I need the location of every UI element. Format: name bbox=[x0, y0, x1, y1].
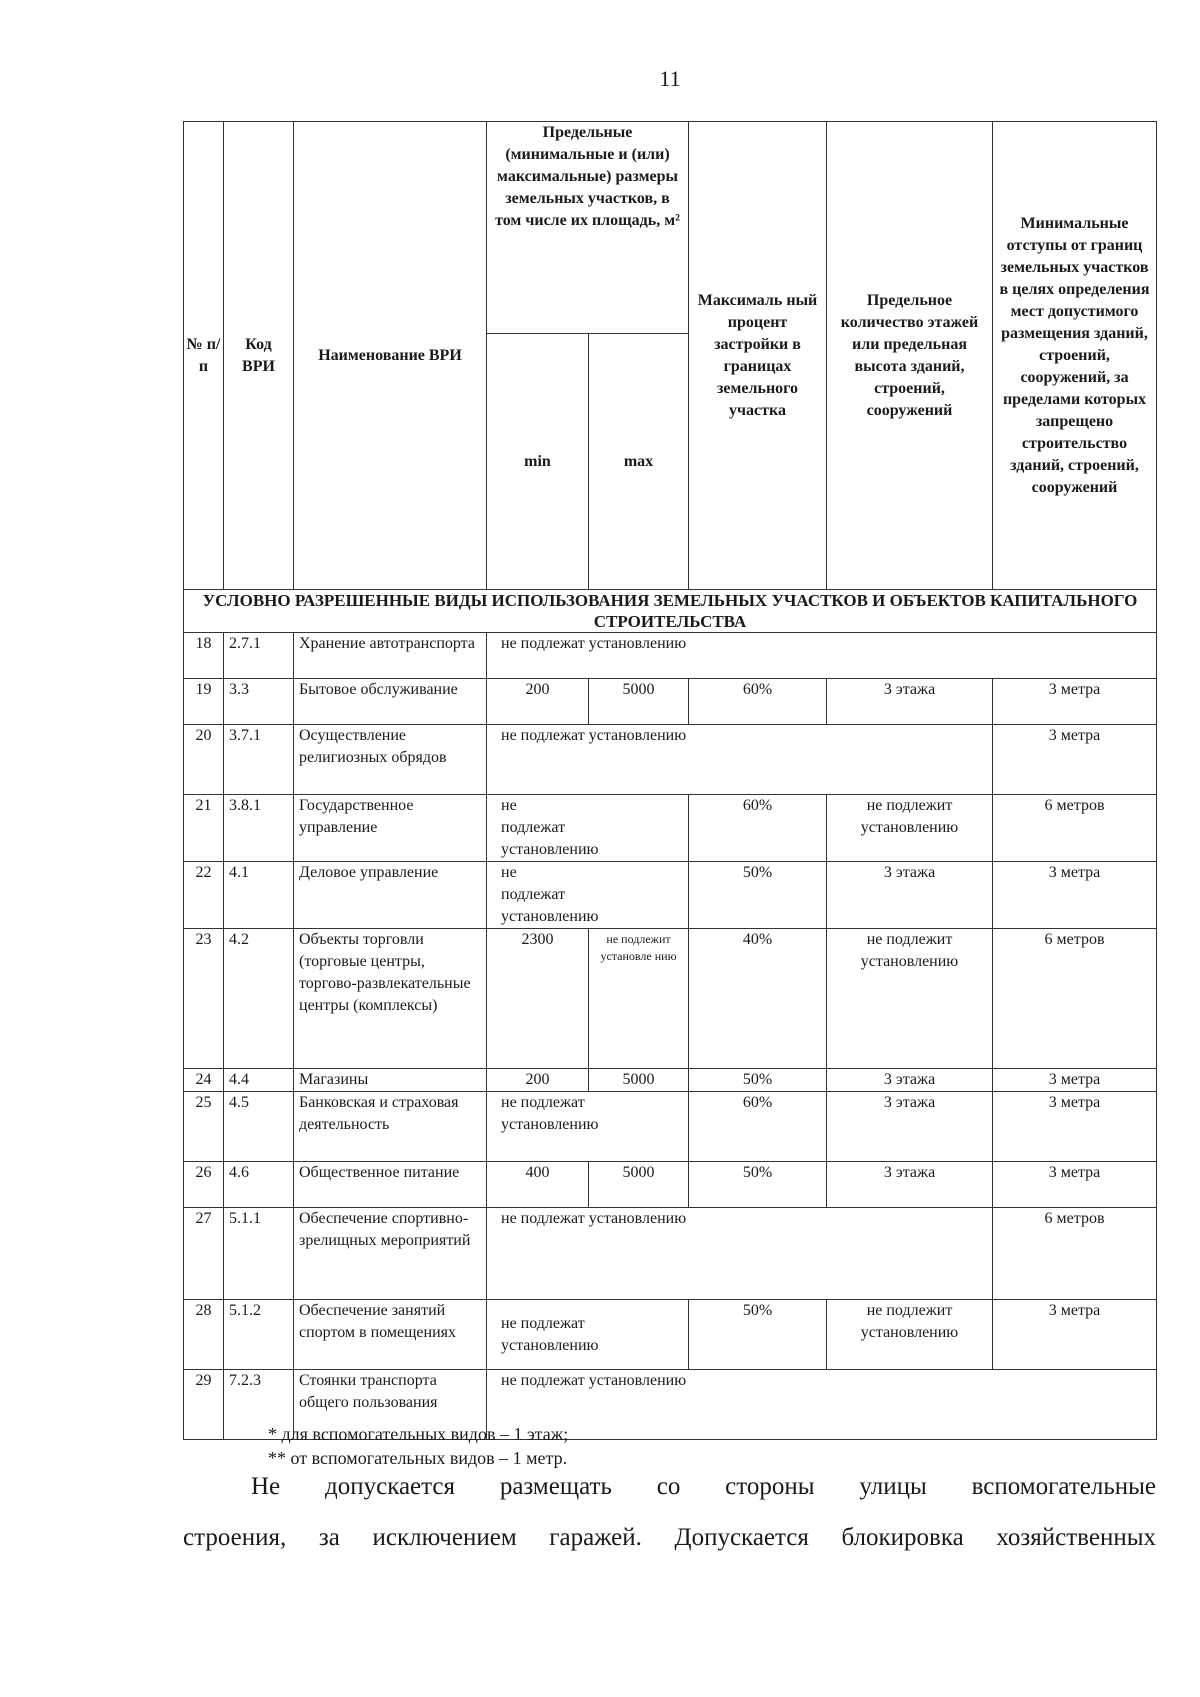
row-code: 7.2.3 bbox=[224, 1370, 294, 1440]
row-size-value: не подлежат установлению bbox=[487, 1092, 689, 1162]
table-row bbox=[184, 679, 1157, 725]
row-code: 5.1.2 bbox=[224, 1300, 294, 1370]
row-code: 2.7.1 bbox=[224, 633, 294, 679]
row-min: 200 bbox=[487, 1069, 589, 1092]
row-size-value: не подлежат установлению bbox=[487, 862, 689, 929]
row-setback: 3 метра bbox=[993, 725, 1157, 795]
row-name: Хранение автотранспорта bbox=[294, 633, 487, 679]
row-floors: не подлежит установлению bbox=[827, 1300, 993, 1370]
row-span-value: не подлежат установлению bbox=[487, 633, 1157, 679]
row-min: 400 bbox=[487, 1162, 589, 1208]
row-min: 200 bbox=[487, 679, 589, 725]
footnotes bbox=[268, 1422, 568, 1470]
row-span-value: не подлежат установлению bbox=[487, 725, 993, 795]
row-code: 4.6 bbox=[224, 1162, 294, 1208]
row-name: Общественное питание bbox=[294, 1162, 487, 1208]
table-row bbox=[184, 862, 1157, 929]
row-percent: 50% bbox=[689, 862, 827, 929]
row-percent: 40% bbox=[689, 929, 827, 1069]
row-code: 4.5 bbox=[224, 1092, 294, 1162]
row-setback: 3 метра bbox=[993, 1162, 1157, 1208]
row-floors: не подлежит установлению bbox=[827, 795, 993, 862]
row-floors: 3 этажа bbox=[827, 1092, 993, 1162]
header-setback: Минимальные отступы от границ земельных участков в целях определения мест допустимого размещения зданий, строений, сооружений, за пределами которых запрещено строительство зданий, строений, сооружений bbox=[993, 122, 1157, 590]
row-max: не подлежит установле нию bbox=[589, 929, 689, 1069]
header-num: № п/ п bbox=[184, 122, 224, 590]
table-row bbox=[184, 1162, 1157, 1208]
table-row bbox=[184, 795, 1157, 862]
row-name: Объекты торговли (торговые центры, торгово-развлекательные центры (комплексы) bbox=[294, 929, 487, 1069]
row-max: 5000 bbox=[589, 1069, 689, 1092]
row-setback: 3 метра bbox=[993, 1300, 1157, 1370]
row-code: 4.4 bbox=[224, 1069, 294, 1092]
row-name: Деловое управление bbox=[294, 862, 487, 929]
row-size-value: не подлежат установлению bbox=[487, 795, 689, 862]
row-name: Банковская и страховая деятельность bbox=[294, 1092, 487, 1162]
header-percent: Максималь ный процент застройки в границах земельного участка bbox=[689, 122, 827, 590]
header-floors: Предельное количество этажей или предельная высота зданий, строений, сооружений bbox=[827, 122, 993, 590]
row-num: 26 bbox=[184, 1162, 224, 1208]
row-min: 2300 bbox=[487, 929, 589, 1069]
row-floors: 3 этажа bbox=[827, 1069, 993, 1092]
body-paragraph-line-2: строения, за исключением гаражей. Допускается блокировка хозяйственных bbox=[183, 1524, 1156, 1551]
row-num: 24 bbox=[184, 1069, 224, 1092]
row-setback: 3 метра bbox=[993, 679, 1157, 725]
row-setback: 6 метров bbox=[993, 795, 1157, 862]
row-num: 20 bbox=[184, 725, 224, 795]
footnote-floors: * для вспомогательных видов – 1 этаж; bbox=[268, 1424, 569, 1444]
row-floors: 3 этажа bbox=[827, 679, 993, 725]
row-percent: 60% bbox=[689, 795, 827, 862]
row-name: Обеспечение спортивно-зрелищных мероприятий bbox=[294, 1208, 487, 1300]
table-row bbox=[184, 633, 1157, 679]
table-row bbox=[184, 1300, 1157, 1370]
row-num: 18 bbox=[184, 633, 224, 679]
row-span-value: не подлежат установлению bbox=[487, 1370, 1157, 1440]
header-max: max bbox=[589, 334, 689, 590]
table-header-row bbox=[184, 122, 1157, 334]
row-setback: 6 метров bbox=[993, 1208, 1157, 1300]
row-name: Стоянки транспорта общего пользования bbox=[294, 1370, 487, 1440]
row-max: 5000 bbox=[589, 1162, 689, 1208]
section-row bbox=[184, 590, 1157, 633]
row-name: Осуществление религиозных обрядов bbox=[294, 725, 487, 795]
row-percent: 60% bbox=[689, 679, 827, 725]
row-floors: 3 этажа bbox=[827, 862, 993, 929]
row-floors: не подлежит установлению bbox=[827, 929, 993, 1069]
row-num: 21 bbox=[184, 795, 224, 862]
row-percent: 50% bbox=[689, 1069, 827, 1092]
row-name: Бытовое обслуживание bbox=[294, 679, 487, 725]
footnote-setback: ** от вспомогательных видов – 1 метр. bbox=[268, 1448, 568, 1468]
vri-table bbox=[183, 121, 1157, 1440]
table-row bbox=[184, 1092, 1157, 1162]
row-percent: 50% bbox=[689, 1162, 827, 1208]
row-num: 19 bbox=[184, 679, 224, 725]
row-code: 4.2 bbox=[224, 929, 294, 1069]
row-num: 27 bbox=[184, 1208, 224, 1300]
table-row bbox=[184, 725, 1157, 795]
row-percent: 50% bbox=[689, 1300, 827, 1370]
row-code: 4.1 bbox=[224, 862, 294, 929]
row-max: 5000 bbox=[589, 679, 689, 725]
row-name: Магазины bbox=[294, 1069, 487, 1092]
row-num: 29 bbox=[184, 1370, 224, 1440]
table-row bbox=[184, 1208, 1157, 1300]
body-paragraph-line-1: Не допускается размещать со стороны улицы вспомогательные bbox=[251, 1473, 1156, 1500]
section-title: УСЛОВНО РАЗРЕШЕННЫЕ ВИДЫ ИСПОЛЬЗОВАНИЯ ЗЕМЕЛЬНЫХ УЧАСТКОВ И ОБЪЕКТОВ КАПИТАЛЬНОГО СТРОИТЕЛЬСТВА bbox=[184, 590, 1157, 633]
row-setback: 6 метров bbox=[993, 929, 1157, 1069]
row-percent: 60% bbox=[689, 1092, 827, 1162]
row-setback: 3 метра bbox=[993, 862, 1157, 929]
row-span-value: не подлежат установлению bbox=[487, 1208, 993, 1300]
header-name: Наименование ВРИ bbox=[294, 122, 487, 590]
row-setback: 3 метра bbox=[993, 1069, 1157, 1092]
row-size-value: не подлежат установлению bbox=[487, 1300, 689, 1370]
row-num: 28 bbox=[184, 1300, 224, 1370]
header-min: min bbox=[487, 334, 589, 590]
row-name: Обеспечение занятий спортом в помещениях bbox=[294, 1300, 487, 1370]
row-code: 3.8.1 bbox=[224, 795, 294, 862]
row-code: 3.7.1 bbox=[224, 725, 294, 795]
row-setback: 3 метра bbox=[993, 1092, 1157, 1162]
table-row bbox=[184, 929, 1157, 1069]
header-sizes: Предельные (минимальные и (или) максимальные) размеры земельных участков, в том числе их площадь, м² bbox=[487, 122, 689, 334]
header-code: Код ВРИ bbox=[224, 122, 294, 590]
row-code: 5.1.1 bbox=[224, 1208, 294, 1300]
row-name: Государственное управление bbox=[294, 795, 487, 862]
row-floors: 3 этажа bbox=[827, 1162, 993, 1208]
row-code: 3.3 bbox=[224, 679, 294, 725]
row-num: 22 bbox=[184, 862, 224, 929]
row-num: 23 bbox=[184, 929, 224, 1069]
table-row bbox=[184, 1069, 1157, 1092]
row-num: 25 bbox=[184, 1092, 224, 1162]
page-number: 11 bbox=[659, 66, 681, 91]
